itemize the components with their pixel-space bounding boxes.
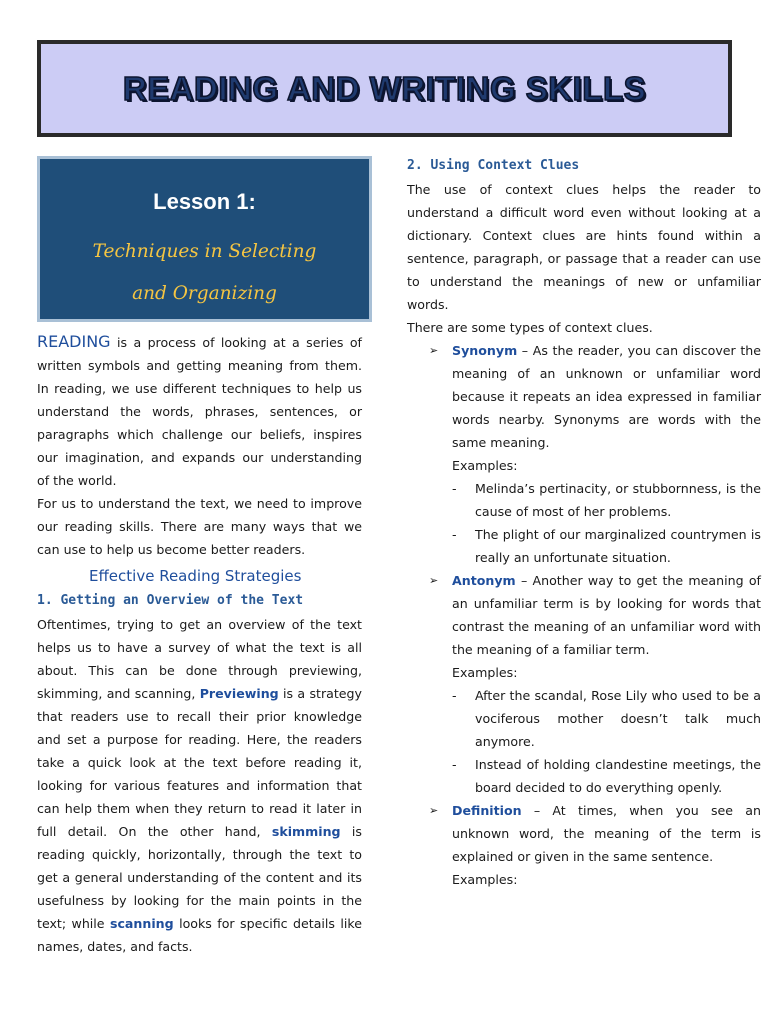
strategies-heading: Effective Reading Strategies	[89, 567, 302, 585]
synonym-description	[452, 339, 761, 454]
lesson-subtitle-line2: and Organizing	[132, 283, 277, 304]
synonym-example-1: Melinda’s pertinacity, or stubbornness, is the cause of most of her problems.	[475, 481, 761, 519]
synonym-example-2: The plight of our marginalized countrymen is really an unfortunate situation.	[475, 527, 761, 565]
scanning-keyword: scanning	[109, 916, 174, 931]
title-banner	[37, 40, 732, 137]
s1-text-4: looks for specific details like names, dates, and facts.	[37, 916, 362, 954]
lesson-subtitle-line1: Techniques in Selecting	[92, 241, 317, 262]
list-item	[452, 753, 761, 799]
definition-text: – At times, when you see an unknown word, the meaning of the term is explained or given in the same sentence.	[452, 803, 761, 864]
section-2-paragraph: The use of context clues helps the reader to understand a difficult word even without looking at a dictionary. Context clues are hints found within a sentence, paragraph, or passage that a reader can use to understand the meanings of new or unfamiliar words.	[407, 182, 761, 312]
lesson-subtitle	[40, 231, 369, 315]
intro-text: is a process of looking at a series of written symbols and getting meaning from them. In reading, we use different techniques to help us understand the words, phrases, sentences, or paragraphs which challenge our beliefs, inspires our imagination, and expands our understanding of the world.	[37, 335, 362, 488]
list-item	[452, 477, 761, 523]
dash-bullet: -	[452, 527, 457, 542]
s1-text-1: Oftentimes, trying to get an overview of the text helps us to have a survey of what the text is all about. This can be done through previewing, skimming, and scanning,	[37, 617, 362, 701]
context-clue-types-intro: There are some types of context clues.	[407, 320, 653, 335]
arrow-bullet-icon: ➢	[429, 574, 439, 587]
previewing-keyword: Previewing	[199, 686, 279, 701]
intro-paragraph	[37, 330, 362, 492]
skimming-keyword: skimming	[271, 824, 341, 839]
left-column	[37, 330, 362, 958]
definition-examples-label: Examples:	[452, 872, 518, 887]
antonym-examples-label: Examples:	[452, 665, 518, 680]
antonym-description	[452, 569, 761, 661]
list-item	[452, 523, 761, 569]
antonym-bullet	[407, 569, 761, 799]
page-title: READING AND WRITING SKILLS	[122, 69, 647, 107]
section-1-heading: 1. Getting an Overview of the Text	[37, 593, 304, 608]
reading-keyword: READING	[37, 332, 111, 351]
definition-bullet	[407, 799, 761, 891]
synonym-term: Synonym	[452, 343, 518, 358]
definition-description	[452, 799, 761, 868]
dash-bullet: -	[452, 481, 457, 496]
antonym-term: Antonym	[452, 573, 516, 588]
synonym-bullet	[407, 339, 761, 569]
antonym-example-2: Instead of holding clandestine meetings, the board decided to do everything openly.	[475, 757, 761, 795]
s1-text-2: is a strategy that readers use to recall their prior knowledge and set a purpose for reading. Here, the readers take a quick look at the text before reading it, looking for various features and information that can help them when they return to read it later in full detail. On the other hand,	[37, 686, 362, 839]
definition-term: Definition	[452, 803, 522, 818]
s1-text-3: is reading quickly, horizontally, through the text to get a general understanding of the content and its usefulness by looking for the main points in the text; while	[37, 824, 362, 931]
arrow-bullet-icon: ➢	[429, 344, 439, 357]
synonym-text: – As the reader, you can discover the meaning of an unknown or unfamiliar word because it repeats an idea expressed in familiar words nearby. Synonyms are words with the same meaning.	[452, 343, 761, 450]
antonym-text: – Another way to get the meaning of an unfamiliar term is by looking for words that contrast the meaning of an unfamiliar word with the meaning of a familiar term.	[452, 573, 761, 657]
paragraph-2: For us to understand the text, we need to improve our reading skills. There are many ways that we can use to help us become better readers.	[37, 496, 362, 557]
arrow-bullet-icon: ➢	[429, 804, 439, 817]
lesson-title: Lesson 1:	[153, 189, 256, 214]
dash-bullet: -	[452, 757, 457, 772]
list-item	[452, 684, 761, 753]
section-2-heading: 2. Using Context Clues	[407, 158, 580, 173]
section-1-paragraph	[37, 613, 362, 958]
dash-bullet: -	[452, 688, 457, 703]
right-column	[407, 154, 761, 891]
antonym-example-1: After the scandal, Rose Lily who used to be a vociferous mother doesn’t talk much anymore.	[475, 688, 761, 749]
lesson-box	[37, 156, 372, 322]
synonym-examples-label: Examples:	[452, 458, 518, 473]
